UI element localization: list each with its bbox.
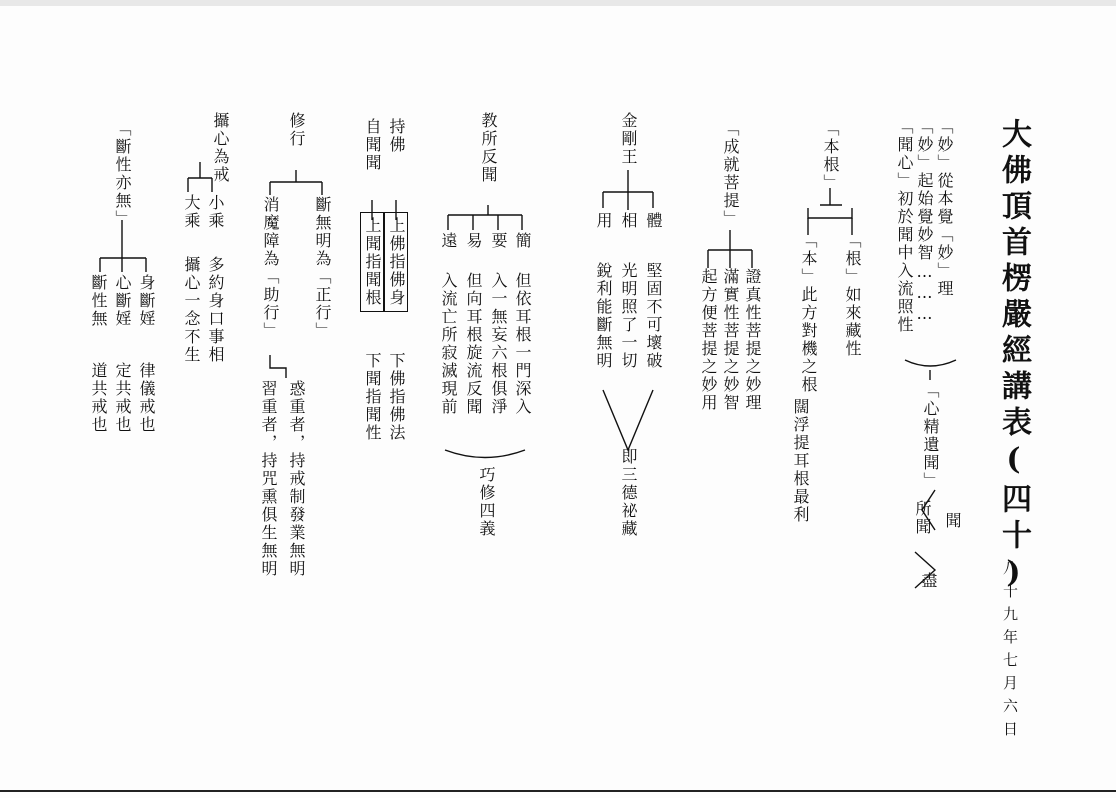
c5-label-yi: 易 (464, 232, 483, 250)
c3-head: 「成就菩提」 (721, 120, 740, 228)
c5-line-h: 入一無妄六根俱淨 (489, 272, 508, 416)
c7-line-d: 惑重者，持戒制發業無明 (287, 380, 306, 578)
c5-label-yao: 要 (489, 232, 508, 250)
c1-line-e: 聞 (943, 512, 962, 530)
c6-line-f: 下聞指聞性 (363, 352, 382, 442)
c9-head: 「斷性亦無」 (113, 120, 132, 228)
c9-line-c: 律儀戒也 (137, 362, 156, 434)
c3-line-c: 滿實性菩提之妙智 (721, 268, 740, 412)
c2-line-b: 「根」如來藏性 (843, 232, 862, 358)
c8-line-e: 攝心一念不生 (182, 256, 201, 364)
c5-line-i: 但依耳根一門深入 (513, 272, 532, 416)
page-title: 大佛頂首楞嚴經講表(四十) (996, 118, 1031, 596)
c5-line-j: 巧修四義 (477, 466, 496, 538)
c2-line-c: 「本」此方對機之根 (799, 232, 818, 394)
c6-head-d: 自聞聞 (363, 118, 382, 172)
c1-line-g: 盡 (919, 572, 938, 590)
c8-label-small: 小乘 (206, 194, 225, 230)
converge-c4 (603, 390, 653, 450)
c4-line-e: 銳利能斷無明 (594, 262, 613, 370)
bracket-c5 (445, 450, 525, 458)
c9-label-body: 身斷婬 (137, 274, 156, 328)
c4-head: 金剛王 (619, 112, 638, 166)
c5-line-g: 但向耳根旋流反聞 (464, 272, 483, 416)
c1-line-f: 所聞 (913, 500, 932, 536)
c8-line-c: 多約身口事相 (206, 256, 225, 364)
c7-head: 修行 (287, 112, 306, 148)
c4-line-g: 堅固不可壞破 (644, 262, 663, 370)
c5-line-f: 入流亡所寂滅現前 (439, 272, 458, 416)
c6-head-a: 持佛 (387, 118, 406, 154)
c4-label-xiang: 相 (619, 212, 638, 230)
c7-line-b: 斷無明為「正行」 (313, 196, 332, 340)
c1-line-d: 「心精遺聞」 (921, 382, 940, 490)
c1-line-c: 「聞心」初於聞中入流照性 (895, 118, 914, 334)
c3-line-d: 起方便菩提之妙用 (699, 268, 718, 412)
c3-line-b: 證真性菩提之妙理 (743, 268, 762, 412)
c4-label-ti: 體 (644, 212, 663, 230)
c4-line-f: 光明照了一切 (619, 262, 638, 370)
c9-line-g: 道共戒也 (89, 362, 108, 434)
c5-label-yuan: 遠 (439, 232, 458, 250)
c8-head-a: 攝心為戒 (211, 112, 230, 184)
c7-line-c: 消魔障為「助行」 (261, 196, 280, 340)
c7-line-e: 習重者，持咒熏俱生無明 (259, 380, 278, 578)
c4-label-yong: 用 (594, 212, 613, 230)
c9-label-mind: 心斷婬 (113, 274, 132, 328)
c5-label-jian: 簡 (513, 232, 532, 250)
c1-line-a: 「妙」從本覺「妙」理 (935, 118, 954, 298)
c1-line-b: 「妙」起始覺妙智……… (915, 118, 934, 325)
c9-label-none: 斷性無 (89, 274, 108, 328)
c6-line-e: 上聞指聞根 (360, 212, 384, 312)
c9-line-e: 定共戒也 (113, 362, 132, 434)
c8-label-big: 大乘 (182, 194, 201, 230)
c6-line-c: 下佛指佛法 (387, 352, 406, 442)
c5-head: 教所反聞 (479, 112, 498, 184)
c6-line-b: 上佛指佛身 (384, 212, 408, 312)
c2-head: 「本根」 (821, 120, 840, 192)
c2-line-d: 闊浮提耳根最利 (791, 398, 810, 524)
c4-line-h: 即三德祕藏 (619, 448, 638, 538)
date-text: 八十九年七月六日 (1001, 560, 1019, 744)
bracket-c1 (905, 360, 956, 366)
